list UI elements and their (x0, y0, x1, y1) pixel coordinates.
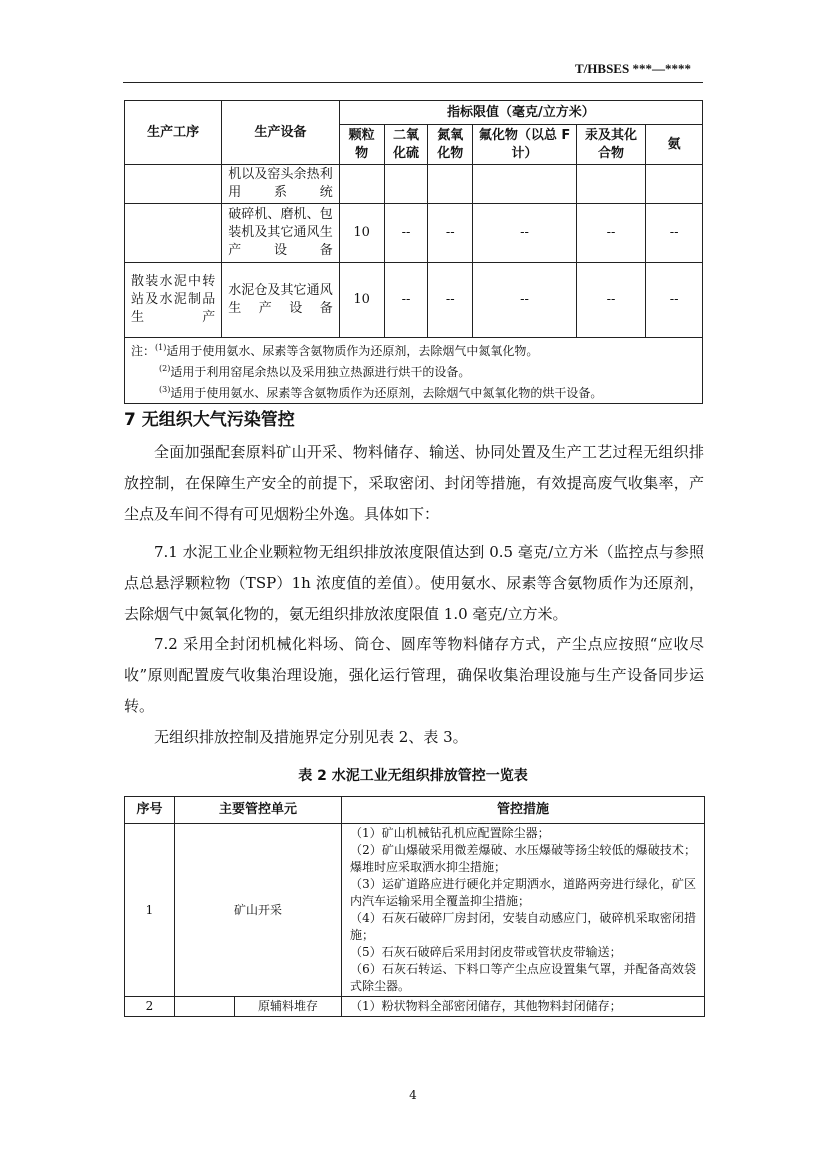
col-header-process: 生产工序 (125, 101, 222, 165)
col-header-so2: 二氧化硫 (384, 125, 428, 165)
measure-item: （3）运矿道路应进行硬化并定期洒水，道路两旁进行绿化，矿区内汽车运输采用全覆盖抑尘措施； (350, 877, 697, 908)
value-cell (384, 165, 428, 204)
value-cell: -- (576, 263, 645, 338)
equipment-cell: 机以及窑头余热利用系统 (222, 165, 340, 204)
value-cell: -- (473, 204, 577, 263)
measures-cell (342, 824, 705, 997)
note-prefix: 注： (131, 344, 156, 358)
value-cell: -- (428, 204, 473, 263)
table-notes-row (125, 338, 703, 404)
value-cell: -- (646, 204, 703, 263)
table-cell (125, 204, 222, 263)
row-number: 2 (125, 997, 175, 1017)
col-header-limit: 指标限值（毫克/立方米） (339, 101, 702, 125)
note-text: 适用于使用氨水、尿素等含氨物质作为还原剂，去除烟气中氮氧化物的烘干设备。 (170, 386, 603, 400)
table-notes (125, 338, 703, 404)
page-number: 4 (409, 1088, 417, 1102)
measure-item: （5）石灰石破碎后采用封闭皮带或管状皮带输送； (350, 945, 622, 959)
table-row (125, 263, 703, 338)
table-cell (175, 997, 235, 1017)
note-mark: (2) (159, 364, 171, 373)
value-cell: -- (428, 263, 473, 338)
col-header-particulate: 颗粒物 (339, 125, 384, 165)
col-header-unit: 主要管控单元 (175, 797, 342, 824)
note-2 (131, 360, 696, 381)
value-cell: 10 (339, 204, 384, 263)
col-header-no: 序号 (125, 797, 175, 824)
value-cell: -- (576, 204, 645, 263)
col-header-mercury: 汞及其化合物 (576, 125, 645, 165)
measure-item: （6）石灰石转运、下料口等产尘点应设置集气罩，并配备高效袋式除尘器。 (350, 962, 697, 993)
section-title: 7 无组织大气污染管控 (124, 410, 295, 430)
measure-item: （2）矿山爆破采用微差爆破、水压爆破等扬尘较低的爆破技术；爆堆时应采取洒水抑尘措施； (350, 843, 697, 874)
table-row (125, 204, 703, 263)
control-unit: 原辅料堆存 (235, 997, 342, 1017)
note-3 (131, 381, 696, 402)
control-unit: 矿山开采 (175, 824, 342, 997)
note-text: 适用于使用氨水、尿素等含氨物质作为还原剂，去除烟气中氮氧化物。 (166, 344, 539, 358)
table-row (125, 997, 705, 1017)
value-cell: -- (646, 263, 703, 338)
value-cell (428, 165, 473, 204)
process-cell: 散装水泥中转站及水泥制品生产 (125, 263, 222, 338)
value-cell (473, 165, 577, 204)
measure-item: （1）矿山机械钻孔机应配置除尘器； (350, 826, 550, 840)
header-rule (123, 82, 703, 83)
table-title: 表 2 水泥工业无组织排放管控一览表 (298, 768, 528, 784)
paragraph: 7.1 水泥工业企业颗粒物无组织排放浓度限值达到 0.5 毫克/立方米（监控点与参照点总悬浮颗粒物（TSP）1h 浓度值的差值）。使用氨水、尿素等含氨物质作为还原剂，去除烟气中氮氧化物的，氨无组织排放浓度限值 1.0 毫克/立方米。 (124, 543, 704, 623)
value-cell: -- (473, 263, 577, 338)
value-cell: -- (384, 204, 428, 263)
table-cell (125, 165, 222, 204)
col-header-fluoride: 氟化物（以总 F 计） (473, 125, 577, 165)
note-mark: (1) (155, 343, 167, 352)
paragraph: 7.2 采用全封闭机械化料场、筒仓、圆库等物料储存方式，产尘点应按照“应收尽收”原则配置废气收集治理设施，强化运行管理，确保收集治理设施与生产设备同步运转。 (124, 635, 704, 715)
value-cell: -- (384, 263, 428, 338)
col-header-ammonia: 氨 (646, 125, 703, 165)
table-row (125, 165, 703, 204)
value-cell: 10 (339, 263, 384, 338)
paragraph: 无组织排放控制及措施界定分别见表 2、表 3。 (154, 728, 468, 746)
measure-item: （1）粉状物料全部密闭储存，其他物料封闭储存； (342, 997, 705, 1017)
col-header-equipment: 生产设备 (222, 101, 340, 165)
value-cell (339, 165, 384, 204)
note-mark: (3) (159, 385, 171, 394)
note-text: 适用于利用窑尾余热以及采用独立热源进行烘干的设备。 (170, 365, 471, 379)
col-header-nox: 氮氧化物 (428, 125, 473, 165)
row-number: 1 (125, 824, 175, 997)
equipment-cell: 破碎机、磨机、包装机及其它通风生产设备 (222, 204, 340, 263)
table-row (125, 824, 705, 997)
value-cell (576, 165, 645, 204)
col-header-measure: 管控措施 (342, 797, 705, 824)
equipment-cell: 水泥仓及其它通风生产设备 (222, 263, 340, 338)
fugitive-emission-table (124, 796, 705, 1017)
note-1 (131, 339, 696, 360)
emission-limit-table (124, 100, 703, 404)
document-code: T/HBSES ***—**** (575, 61, 691, 76)
value-cell (646, 165, 703, 204)
measure-item: （4）石灰石破碎厂房封闭，安装自动感应门，破碎机采取密闭措施； (350, 911, 697, 942)
paragraph: 全面加强配套原料矿山开采、物料储存、输送、协同处置及生产工艺过程无组织排放控制，在保障生产安全的前提下，采取密闭、封闭等措施，有效提高废气收集率，产尘点及车间不得有可见烟粉尘外逸。具体如下： (124, 443, 704, 523)
